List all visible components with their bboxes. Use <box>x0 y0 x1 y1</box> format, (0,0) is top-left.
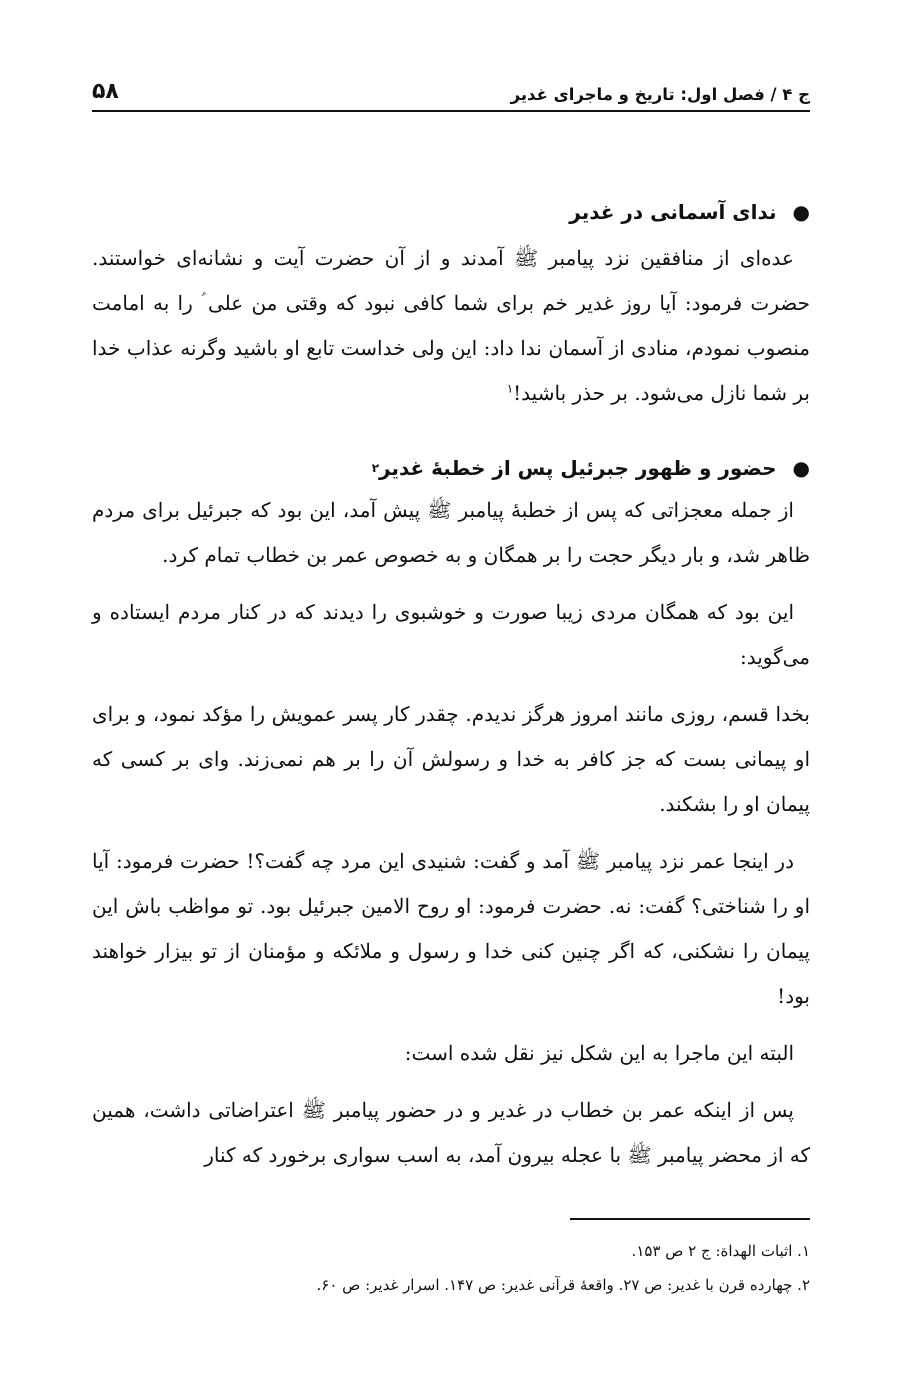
section-heading-1-text: ندای آسمانی در غدیر <box>569 200 777 224</box>
paragraph-text: عده‌ای از منافقین نزد پیامبر ﷺ آمدند و از آن حضرت آیت و نشانه‌ای خواستند. حضرت فرمود: آیا روز غدیر خم برای شما کافی نبود که وقتی من علی ؑ را به امامت منصوب نمودم، منادی از آسمان ندا داد: این ولی خداست تابع او باشید وگرنه عذاب خدا بر شما نازل می‌شود. بر حذر باشید! <box>92 246 810 405</box>
paragraph: پس از اینکه عمر بن خطاب در غدیر و در حضور پیامبر ﷺ اعتراضاتی داشت، همین که از محضر پیامبر ﷺ با عجله بیرون آمد، به اسب سواری برخورد که کنار <box>92 1098 810 1167</box>
book-page <box>92 60 810 1178</box>
footnote-1: ۱. اثبات الهداة: ج ۲ ص ۱۵۳. <box>631 1242 810 1260</box>
paragraph: در اینجا عمر نزد پیامبر ﷺ آمد و گفت: شنیدی این مرد چه گفت؟! حضرت فرمود: آیا او را شناختی؟ گفت: نه. حضرت فرمود: او روح الامین جبرئیل بود. تو مواظب باش این پیمان را نشکنی، که اگر چنین کنی خدا و رسول و ملائکه و مؤمنان از تو بیزار خواهند بود! <box>92 849 811 1008</box>
section-heading-2: ● حضور و ظهور جبرئیل پس از خطبهٔ غدیر ۲ <box>371 456 810 480</box>
footnote-2: ۲. چهارده قرن با غدیر: ص ۲۷. واقعهٔ قرآنی غدیر: ص ۱۴۷. اسرار غدیر: ص ۶۰. <box>316 1276 810 1294</box>
footnotes <box>92 1234 810 1302</box>
bullet-icon: ● <box>792 456 810 480</box>
section-heading-1 <box>92 200 810 224</box>
paragraph: بخدا قسم، روزی مانند امروز هرگز ندیدم. چقدر کار پسر عمویش را مؤکد نمود، و برای او پیمانی بست که جز کافر به خدا و رسولش آن را بر هم نمی‌زند. وای بر کسی که پیمان او را بشکند. <box>92 702 810 816</box>
bullet-icon: ● <box>792 200 810 224</box>
page-number: ۵۸ <box>92 79 119 104</box>
paragraph: از جمله معجزاتی که پس از خطبهٔ پیامبر ﷺ پیش آمد، این بود که جبرئیل برای مردم ظاهر شد، و بار دیگر حجت را بر همگان و به خصوص عمر بن خطاب تمام کرد. <box>92 498 810 567</box>
paragraph <box>92 236 810 416</box>
section-heading-2-text: حضور و ظهور جبرئیل پس از خطبهٔ غدیر <box>379 456 777 480</box>
running-title: ج ۴ / فصل اول: تاریخ و ماجرای غدیر <box>510 85 810 104</box>
footnote-divider <box>570 1218 810 1220</box>
paragraph: البته این ماجرا به این شکل نیز نقل شده است: <box>404 1041 794 1065</box>
footnote-reference: ۱ <box>506 381 514 396</box>
paragraph: این بود که همگان مردی زیبا صورت و خوشبوی را دیدند که در کنار مردم ایستاده و می‌گوید: <box>92 600 810 669</box>
page-header <box>92 60 810 112</box>
